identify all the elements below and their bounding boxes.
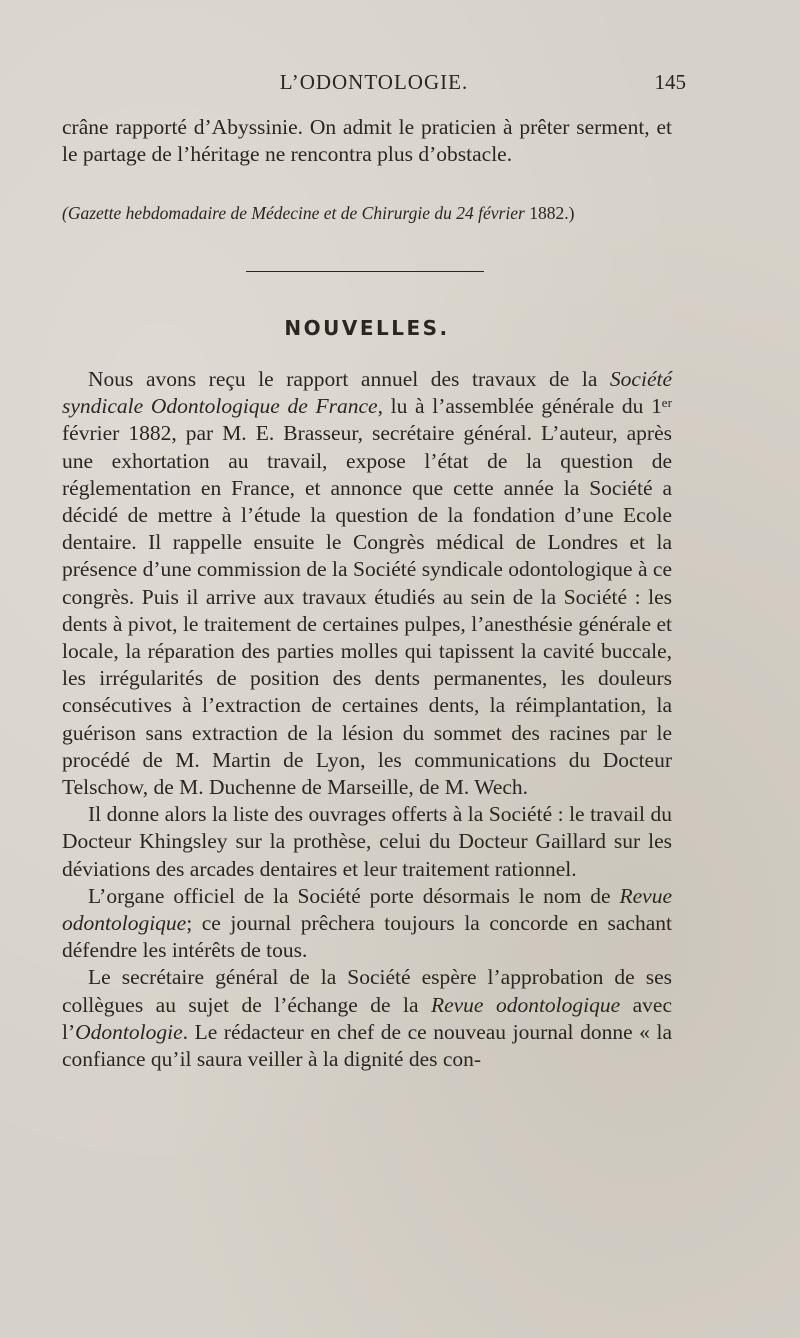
paragraph-rapport-society-name: Société syndicale Odontologique de France <box>62 367 672 419</box>
section-title: NOUVELLES. <box>284 316 450 340</box>
running-head <box>62 70 686 100</box>
paragraph-secretaire-part-e: . Le rédacteur en chef de ce nouveau journal donne « la confiance qu’il saura veiller à la dignité des con- <box>62 1019 672 1072</box>
paragraph-rapport-part-a: Nous avons reçu le rapport annuel des travaux de la <box>88 367 610 391</box>
source-journal: Gazette hebdomadaire de Médecine et de Chirurgie du 24 février <box>67 203 525 223</box>
paragraph-secretaire <box>62 964 672 1073</box>
source-year: 1882.) <box>529 203 575 223</box>
source-open-paren: ( <box>62 203 68 223</box>
paragraph-rapport <box>62 366 672 801</box>
page-number: 145 <box>654 70 686 94</box>
section-divider <box>246 271 484 272</box>
running-title: L’ODONTOLOGIE. <box>279 70 469 94</box>
section-body <box>62 366 672 1073</box>
paragraph-organe <box>62 883 672 965</box>
paragraph-secretaire-revue: Revue odontologique <box>430 992 621 1017</box>
paragraph-organe-part-c: ; ce journal prêchera toujours la concorde en sachant défendre les intérêts de tous. <box>62 911 672 963</box>
source-citation <box>62 201 672 225</box>
intro-paragraph: crâne rapporté d’Abyssinie. On admit le praticien à prêter serment, et le partage de l’héritage ne rencontra plus d’obstacle. <box>62 115 672 167</box>
paragraph-secretaire-part-c: avec l’ <box>62 992 672 1044</box>
paragraph-organe-part-a: L’organe officiel de la Société porte désormais le nom de <box>88 883 620 908</box>
paragraph-rapport-part-c: , lu à l’assemblée générale du 1ᵉʳ février 1882, par M. E. Brasseur, secrétaire général. L’auteur, après une exhortation au travail, expose l’état de la question de réglementation en France, et annonce que cette année la Société a décidé de mettre à l’étude la question de la fondation d’une Ecole dentaire. Il rappelle ensuite le Congrès médical de Londres et la présence d’une commission de la Société syndicale odontologique à ce congrès. Puis il arrive aux travaux étudiés au sein de la Société : les dents à pivot, le traitement de certaines pulpes, l’anesthésie générale et locale, la réparation des parties molles qui tapissent la cavité buccale, les irrégularités de position des dents permanentes, les douleurs consécutives à l’extraction de certaines dents, la réimplantation, la guérison sans extraction de la lésion du sommet des racines par le procédé de M. Martin de Lyon, les communications du Docteur Telschow, de M. Duchenne de Marseille, de M. Wech. <box>62 394 672 800</box>
paragraph-secretaire-part-a: Le secrétaire général de la Société espère l’approbation de ses collègues au sujet de l’échange de la <box>62 965 672 1017</box>
paragraph-secretaire-odontologie: Odontologie <box>75 1019 183 1044</box>
paragraph-organe-journal: Revue odontologique <box>62 883 672 936</box>
paragraph-ouvrages: Il donne alors la liste des ouvrages offerts à la Société : le travail du Docteur Khingsley sur la prothèse, celui du Docteur Gaillard sur les déviations des arcades dentaires et leur traitement rationnel. <box>62 802 672 881</box>
